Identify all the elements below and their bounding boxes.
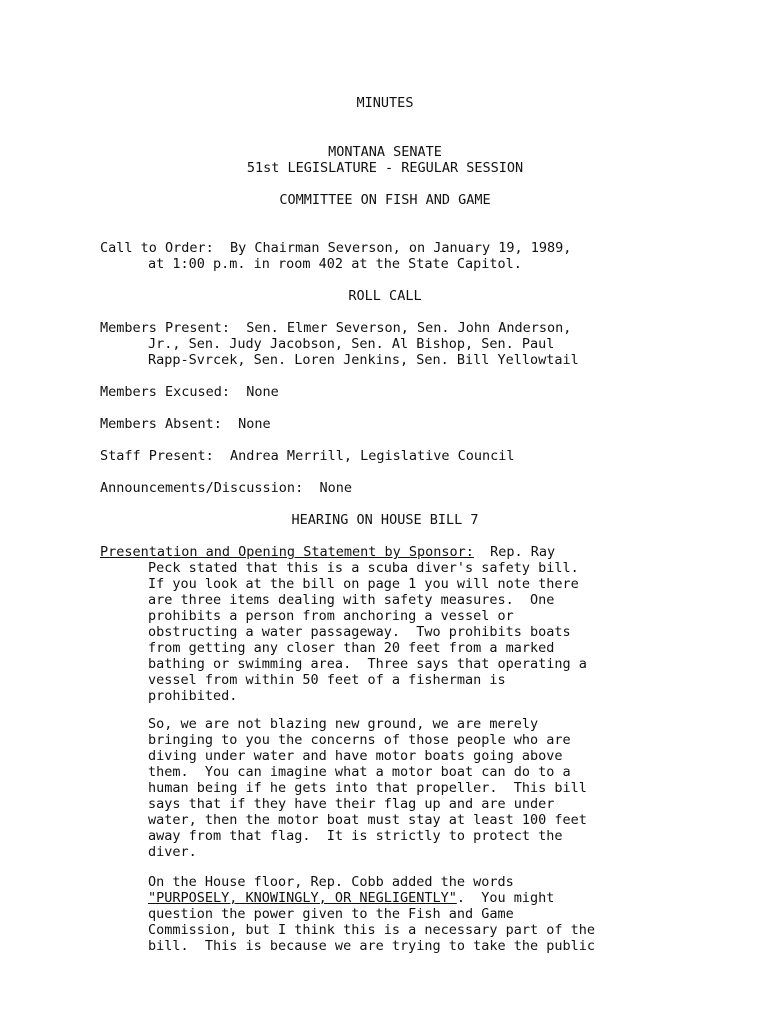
presentation-line: are three items dealing with safety measures. One xyxy=(148,592,555,608)
paragraph-two-line: away from that flag. It is strictly to protect the xyxy=(148,828,563,844)
members-present-line: Members Present: Sen. Elmer Severson, Sen. John Anderson, xyxy=(100,320,572,336)
committee-heading: COMMITTEE ON FISH AND GAME xyxy=(279,192,491,208)
call-to-order-line: at 1:00 p.m. in room 402 at the State Capitol. xyxy=(148,256,522,272)
members-excused xyxy=(100,384,740,400)
paragraph-two-line: water, then the motor boat must stay at least 100 feet xyxy=(148,812,587,828)
senate-heading: MONTANA SENATE xyxy=(328,144,442,160)
paragraph-three-line: Commission, but I think this is a necessary part of the xyxy=(148,922,596,938)
document-title: MINUTES xyxy=(356,95,414,111)
paragraph-two-line: diving under water and have motor boats going above xyxy=(148,748,563,764)
paragraph-two-line: So, we are not blazing new ground, we are merely xyxy=(148,716,539,732)
paragraph-two xyxy=(148,716,748,860)
presentation-line: Peck stated that this is a scuba diver's safety bill. xyxy=(148,560,579,576)
announcements-line: Announcements/Discussion: None xyxy=(100,480,352,496)
paragraph-three-quote-line xyxy=(148,890,748,906)
presentation-section xyxy=(100,544,740,704)
paragraph-three-line-rest: . You might xyxy=(456,890,555,906)
presentation-first-line-rest: Rep. Ray xyxy=(473,544,556,560)
staff-present xyxy=(100,448,740,464)
staff-present-line: Staff Present: Andrea Merrill, Legislative Council xyxy=(100,448,515,464)
presentation-line: prohibited. xyxy=(148,688,238,704)
call-to-order-line: Call to Order: By Chairman Severson, on January 19, 1989, xyxy=(100,240,572,256)
paragraph-three xyxy=(148,874,748,954)
paragraph-three-line: bill. This is because we are trying to take the public xyxy=(148,938,596,954)
members-absent xyxy=(100,416,740,432)
session-heading: 51st LEGISLATURE - REGULAR SESSION xyxy=(246,160,524,176)
members-absent-line: Members Absent: None xyxy=(100,416,271,432)
presentation-line: vessel from within 50 feet of a fisherman is xyxy=(148,672,506,688)
paragraph-two-line: diver. xyxy=(148,844,197,860)
paragraph-two-line: bringing to you the concerns of those people who are xyxy=(148,732,571,748)
members-excused-line: Members Excused: None xyxy=(100,384,279,400)
members-present xyxy=(100,320,740,368)
roll-call-heading: ROLL CALL xyxy=(348,288,422,304)
presentation-label: Presentation and Opening Statement by Sponsor: xyxy=(100,544,474,560)
members-present-line: Rapp-Svrcek, Sen. Loren Jenkins, Sen. Bill Yellowtail xyxy=(148,352,579,368)
paragraph-three-line: On the House floor, Rep. Cobb added the words xyxy=(148,874,514,890)
presentation-line: If you look at the bill on page 1 you will note there xyxy=(148,576,579,592)
presentation-line: obstructing a water passageway. Two prohibits boats xyxy=(148,624,571,640)
members-present-line: Jr., Sen. Judy Jacobson, Sen. Al Bishop, Sen. Paul xyxy=(148,336,555,352)
hearing-heading: HEARING ON HOUSE BILL 7 xyxy=(291,512,479,528)
presentation-line: from getting any closer than 20 feet from a marked xyxy=(148,640,555,656)
presentation-line: bathing or swimming area. Three says that operating a xyxy=(148,656,587,672)
presentation-first-line xyxy=(100,544,740,560)
paragraph-two-line: them. You can imagine what a motor boat can do to a xyxy=(148,764,571,780)
announcements xyxy=(100,480,740,496)
paragraph-two-line: human being if he gets into that propeller. This bill xyxy=(148,780,587,796)
paragraph-three-line: question the power given to the Fish and Game xyxy=(148,906,514,922)
call-to-order xyxy=(100,240,740,272)
presentation-line: prohibits a person from anchoring a vessel or xyxy=(148,608,514,624)
paragraph-two-line: says that if they have their flag up and are under xyxy=(148,796,555,812)
quoted-amendment: "PURPOSELY, KNOWINGLY, OR NEGLIGENTLY" xyxy=(148,890,457,906)
